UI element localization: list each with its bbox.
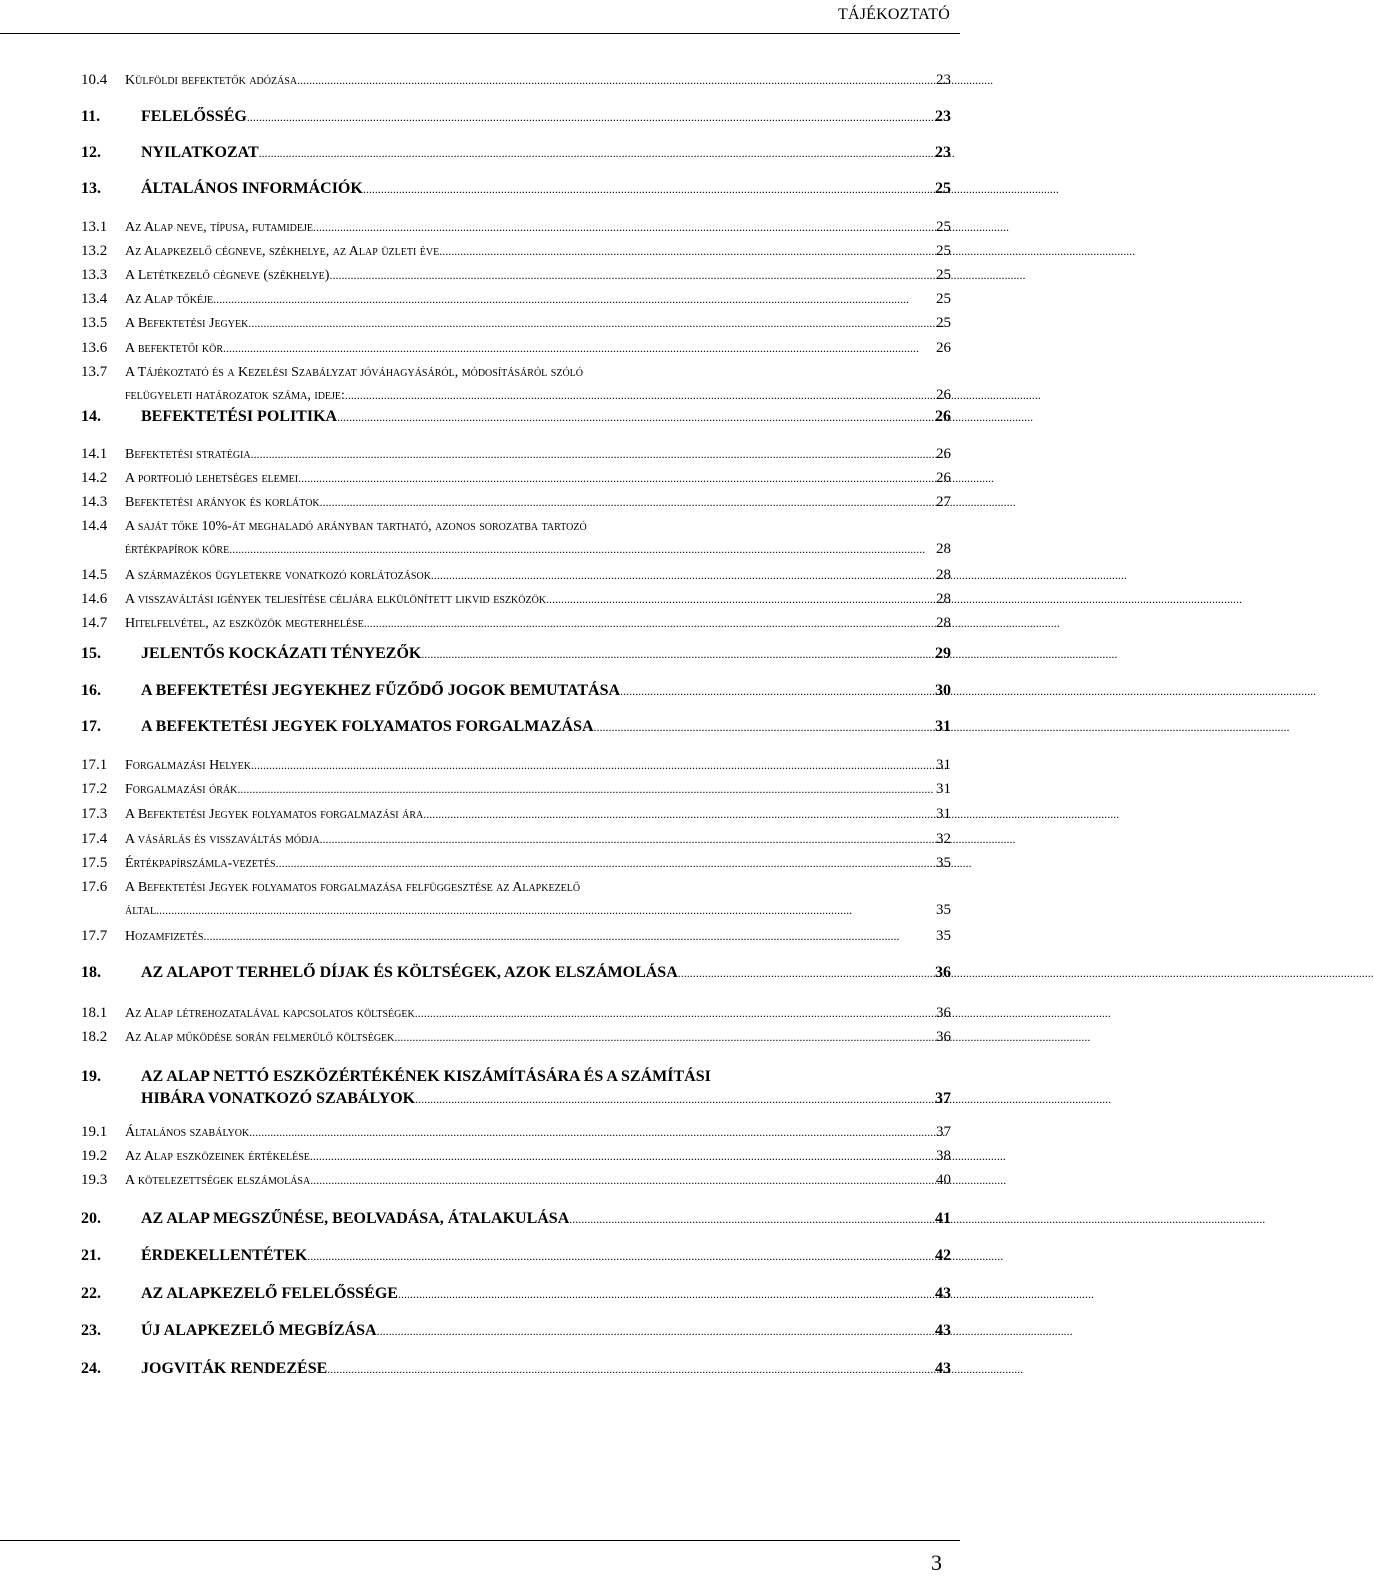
toc-leader-dots	[251, 758, 936, 773]
toc-entry-number: 14.7	[81, 615, 108, 631]
toc-leader-dots	[364, 616, 936, 631]
toc-entry-number: 23.	[81, 1322, 101, 1339]
toc-entry-title: A származékos ügyletekre vonatkozó korlátozások	[125, 568, 431, 583]
toc-entry-title: A Befektetési Jegyek folyamatos forgalmazása felfüggesztése az Alapkezelő	[125, 880, 581, 895]
toc-entry-title: A vásárlás és visszaváltás módja	[125, 832, 320, 847]
toc-entry[interactable]	[81, 470, 951, 487]
toc-entry-title: A befektetői kör	[125, 341, 223, 356]
toc-entry-title: AZ ALAPOT TERHELŐ DÍJAK ÉS KÖLTSÉGEK, AZOK ELSZÁMOLÁSA	[141, 964, 678, 981]
toc-entry-title: AZ ALAP NETTÓ ESZKÖZÉRTÉKÉNEK KISZÁMÍTÁSÁRA ÉS A SZÁMÍTÁSI	[141, 1068, 711, 1085]
toc-entry[interactable]	[81, 567, 951, 584]
toc-entry-page: 36	[936, 1029, 951, 1045]
toc-entry-number: 14.4	[81, 518, 108, 534]
toc-entry-page: 28	[936, 541, 951, 557]
toc-leader-dots	[620, 684, 935, 699]
toc-entry[interactable]	[81, 1005, 951, 1022]
toc-entry[interactable]	[81, 1322, 951, 1340]
toc-entry-number: 19.	[81, 1068, 101, 1085]
toc-leader-dots	[156, 903, 936, 918]
toc-leader-dots	[415, 1006, 936, 1021]
toc-entry-title: Az Alap neve, típusa, futamideje	[125, 220, 313, 235]
toc-entry[interactable]	[81, 1210, 951, 1228]
toc-entry-title: Hozamfizetés	[125, 929, 204, 944]
toc-entry-page: 23	[935, 144, 951, 161]
toc-entry-number: 18.1	[81, 1005, 108, 1021]
toc-entry-page: 28	[936, 615, 951, 631]
toc-entry-title-continued: HIBÁRA VONATKOZÓ SZABÁLYOK	[141, 1090, 416, 1107]
toc-entry-title: Az Alapkezelő cégneve, székhelye, az Alap üzleti éve	[125, 244, 440, 259]
toc-entry-page: 26	[936, 446, 951, 462]
toc-entry-page: 41	[935, 1210, 951, 1227]
toc-entry-title: JOGVITÁK RENDEZÉSE	[141, 1360, 328, 1377]
toc-entry[interactable]	[81, 518, 951, 558]
toc-entry-page: 27	[936, 494, 951, 510]
toc-entry-number: 17.7	[81, 928, 108, 944]
footer-divider	[0, 1540, 960, 1541]
toc-entry-number: 11.	[81, 108, 101, 125]
toc-entry-number: 14.	[81, 408, 101, 425]
toc-leader-dots	[421, 647, 935, 662]
toc-entry[interactable]	[81, 1247, 951, 1265]
toc-entry[interactable]	[81, 1068, 951, 1108]
toc-entry-number: 16.	[81, 682, 101, 699]
toc-entry-title: AZ ALAP MEGSZŰNÉSE, BEOLVADÁSA, ÁTALAKULÁSA	[141, 1210, 570, 1227]
toc-entry-title-continued: felügyeleti határozatok száma, ideje:	[125, 388, 345, 403]
toc-entry-title: Befektetési stratégia	[125, 447, 251, 462]
toc-leader-dots	[203, 929, 936, 944]
toc-entry-number: 14.5	[81, 567, 108, 583]
toc-entry-page: 26	[936, 340, 951, 356]
toc-entry-title: Az Alap tőkéje	[125, 292, 214, 307]
toc-entry-number: 13.7	[81, 364, 108, 380]
toc-entry-title: A Befektetési Jegyek folyamatos forgalmazási ára	[125, 807, 424, 822]
toc-entry-title: A Tájékoztató és a Kezelési Szabályzat jóváhagyásáról, módosításáról szóló	[125, 365, 583, 380]
toc-entry[interactable]	[81, 615, 951, 632]
toc-entry-page: 30	[935, 682, 951, 699]
toc-entry-page: 23	[935, 108, 951, 125]
toc-entry-page: 26	[936, 387, 951, 403]
toc-leader-dots	[394, 1030, 936, 1045]
toc-entry[interactable]	[81, 879, 951, 919]
toc-entry-page: 37	[936, 1124, 951, 1140]
toc-entry[interactable]	[81, 1148, 951, 1165]
toc-entry-page: 31	[936, 806, 951, 822]
toc-entry[interactable]	[81, 1172, 951, 1189]
toc-leader-dots	[423, 807, 936, 822]
toc-entry-number: 13.4	[81, 291, 108, 307]
toc-entry-title: A BEFEKTETÉSI JEGYEKHEZ FŰZŐDŐ JOGOK BEMUTATÁSA	[141, 682, 621, 699]
toc-entry-title: Értékpapírszámla-vezetés	[125, 856, 276, 871]
toc-entry-page: 35	[936, 855, 951, 871]
toc-entry-number: 13.6	[81, 340, 108, 356]
toc-entry-page: 28	[936, 567, 951, 583]
toc-entry[interactable]	[81, 494, 951, 511]
toc-entry-number: 19.1	[81, 1124, 108, 1140]
header-divider	[0, 33, 960, 34]
toc-entry[interactable]	[81, 757, 951, 774]
toc-entry[interactable]	[81, 718, 951, 736]
toc-entry-page: 25	[936, 219, 951, 235]
toc-entry-number: 13.1	[81, 219, 108, 235]
toc-entry-number: 14.6	[81, 591, 108, 607]
toc-leader-dots	[398, 1287, 935, 1302]
toc-entry[interactable]	[81, 1124, 951, 1141]
toc-entry[interactable]	[81, 645, 951, 663]
toc-entry[interactable]	[81, 964, 951, 982]
toc-entry-number: 24.	[81, 1360, 101, 1377]
toc-entry-page: 36	[936, 1005, 951, 1021]
toc-entry-number: 17.	[81, 718, 101, 735]
toc-entry-number: 13.	[81, 180, 101, 197]
toc-leader-dots	[213, 292, 936, 307]
toc-entry-page: 37	[935, 1090, 951, 1107]
toc-entry-page: 32	[936, 831, 951, 847]
running-header: TÁJÉKOZTATÓ	[837, 6, 950, 23]
toc-entry-number: 17.6	[81, 879, 108, 895]
toc-entry-title: BEFEKTETÉSI POLITIKA	[141, 408, 338, 425]
toc-leader-dots	[276, 856, 936, 871]
toc-entry-page: 42	[935, 1247, 951, 1264]
toc-entry-page: 25	[935, 180, 951, 197]
toc-entry-number: 10.4	[81, 72, 108, 88]
toc-entry-title: A visszaváltási igények teljesítése céljára elkülönített likvid eszközök	[125, 592, 547, 607]
toc-leader-dots	[345, 388, 936, 403]
toc-entry-title: A Befektetési Jegyek	[125, 316, 249, 331]
toc-leader-dots	[415, 1092, 935, 1107]
toc-leader-dots	[298, 471, 936, 486]
toc-entry-page: 26	[936, 470, 951, 486]
toc-leader-dots	[310, 1149, 936, 1164]
toc-entry[interactable]	[81, 408, 951, 426]
toc-entry-number: 17.3	[81, 806, 108, 822]
toc-leader-dots	[310, 1173, 936, 1188]
toc-leader-dots	[363, 182, 935, 197]
toc-entry-title-continued: által	[125, 903, 157, 918]
toc-entry[interactable]	[81, 108, 951, 126]
toc-entry-page: 35	[936, 902, 951, 918]
toc-entry-page: 43	[935, 1322, 951, 1339]
toc-entry[interactable]	[81, 340, 951, 357]
toc-leader-dots	[377, 1324, 935, 1339]
toc-entry-page: 40	[936, 1172, 951, 1188]
toc-entry[interactable]	[81, 72, 951, 89]
toc-entry-page: 43	[935, 1360, 951, 1377]
toc-entry-title: Forgalmazási Helyek	[125, 758, 251, 773]
toc-entry[interactable]	[81, 180, 951, 198]
toc-entry-page: 28	[936, 591, 951, 607]
toc-entry-number: 17.1	[81, 757, 108, 773]
toc-leader-dots	[327, 1362, 935, 1377]
toc-entry-number: 13.2	[81, 243, 108, 259]
toc-entry-page: 23	[936, 72, 951, 88]
toc-entry[interactable]	[81, 144, 951, 162]
toc-entry-page: 38	[936, 1148, 951, 1164]
toc-entry-number: 20.	[81, 1210, 101, 1227]
toc-entry-number: 13.3	[81, 267, 108, 283]
toc-entry-title-continued: értékpapírok köre	[125, 542, 230, 557]
toc-leader-dots	[320, 495, 936, 510]
toc-entry[interactable]	[81, 219, 951, 236]
toc-leader-dots	[313, 220, 936, 235]
toc-entry-title: AZ ALAPKEZELŐ FELELŐSSÉGE	[141, 1285, 398, 1302]
toc-entry-number: 22.	[81, 1285, 101, 1302]
toc-entry-title: FELELŐSSÉG	[141, 108, 247, 125]
toc-entry[interactable]	[81, 364, 951, 404]
toc-entry-page: 26	[935, 408, 951, 425]
toc-entry-title: A saját tőke 10%-át meghaladó arányban tartható, azonos sorozatba tartozó	[125, 519, 587, 534]
toc-entry-page: 25	[936, 267, 951, 283]
toc-entry-number: 14.3	[81, 494, 108, 510]
toc-entry-title: Az Alap létrehozatalával kapcsolatos költségek	[125, 1006, 415, 1021]
toc-entry[interactable]	[81, 781, 951, 798]
toc-entry[interactable]	[81, 1360, 951, 1378]
toc-leader-dots	[678, 966, 935, 981]
toc-entry-number: 14.1	[81, 446, 108, 462]
toc-entry[interactable]	[81, 243, 951, 260]
toc-entry-page: 43	[935, 1285, 951, 1302]
toc-leader-dots	[251, 447, 936, 462]
toc-leader-dots	[337, 410, 935, 425]
toc-leader-dots	[439, 244, 936, 259]
toc-entry-title: NYILATKOZAT	[141, 144, 259, 161]
toc-entry-number: 15.	[81, 645, 101, 662]
toc-leader-dots	[329, 268, 936, 283]
toc-entry[interactable]	[81, 855, 951, 872]
toc-leader-dots	[320, 832, 937, 847]
toc-entry-number: 19.3	[81, 1172, 108, 1188]
toc-entry-page: 35	[936, 928, 951, 944]
toc-entry-page: 31	[936, 757, 951, 773]
toc-entry[interactable]	[81, 682, 951, 700]
toc-entry-title: A portfolió lehetséges elemei	[125, 471, 299, 486]
toc-leader-dots	[259, 146, 935, 161]
toc-entry-title: Külföldi befektetők adózása	[125, 73, 298, 88]
toc-leader-dots	[223, 341, 936, 356]
toc-entry-number: 12.	[81, 144, 101, 161]
toc-entry-number: 17.4	[81, 831, 108, 847]
toc-entry-title: JELENTŐS KOCKÁZATI TÉNYEZŐK	[141, 645, 422, 662]
toc-entry[interactable]	[81, 446, 951, 463]
toc-leader-dots	[569, 1212, 935, 1227]
toc-leader-dots	[229, 542, 936, 557]
toc-entry-title: Befektetési arányok és korlátok	[125, 495, 320, 510]
toc-leader-dots	[247, 110, 935, 125]
toc-entry-number: 21.	[81, 1247, 101, 1264]
toc-entry-title: Az Alap eszközeinek értékelése	[125, 1149, 310, 1164]
toc-entry[interactable]	[81, 291, 951, 308]
toc-entry-page: 25	[936, 315, 951, 331]
toc-entry-page: 29	[935, 645, 951, 662]
toc-entry-title: ÁLTALÁNOS INFORMÁCIÓK	[141, 180, 363, 197]
toc-leader-dots	[307, 1249, 935, 1264]
toc-entry[interactable]	[81, 928, 951, 945]
toc-entry-title: Hitelfelvétel, az eszközök megterhelése	[125, 616, 364, 631]
toc-entry[interactable]	[81, 1285, 951, 1303]
toc-entry-number: 13.5	[81, 315, 108, 331]
toc-entry-number: 19.2	[81, 1148, 108, 1164]
toc-entry-page: 31	[935, 718, 951, 735]
toc-entry[interactable]	[81, 1029, 951, 1046]
page-number: 3	[931, 1550, 942, 1575]
toc-entry-title: ÉRDEKELLENTÉTEK	[141, 1247, 308, 1264]
toc-leader-dots	[248, 316, 936, 331]
toc-entry-number: 18.2	[81, 1029, 108, 1045]
toc-entry-page: 31	[936, 781, 951, 797]
toc-entry-number: 17.2	[81, 781, 108, 797]
toc-leader-dots	[431, 568, 936, 583]
toc-leader-dots	[237, 782, 936, 797]
toc-entry[interactable]	[81, 806, 951, 823]
toc-entry-page: 25	[936, 291, 951, 307]
toc-entry-title: A BEFEKTETÉSI JEGYEK FOLYAMATOS FORGALMAZÁSA	[141, 718, 594, 735]
toc-entry-number: 18.	[81, 964, 101, 981]
toc-entry-title: Általános szabályok	[125, 1125, 250, 1140]
toc-entry-title: A kötelezettségek elszámolása	[125, 1173, 311, 1188]
toc-entry[interactable]	[81, 315, 951, 332]
toc-entry-page: 36	[935, 964, 951, 981]
toc-entry-number: 17.5	[81, 855, 108, 871]
toc-leader-dots	[249, 1125, 936, 1140]
toc-entry-title: Forgalmazási órák	[125, 782, 238, 797]
toc-entry[interactable]	[81, 831, 951, 848]
toc-leader-dots	[594, 720, 935, 735]
toc-entry-title: A Letétkezelő cégneve (székhelye)	[125, 268, 330, 283]
toc-entry-page: 25	[936, 243, 951, 259]
toc-entry-number: 14.2	[81, 470, 108, 486]
toc-entry-title: ÚJ ALAPKEZELŐ MEGBÍZÁSA	[141, 1322, 377, 1339]
toc-entry[interactable]	[81, 591, 951, 608]
toc-leader-dots	[297, 73, 936, 88]
toc-leader-dots	[546, 592, 936, 607]
toc-entry-title: Az Alap működése során felmerülő költségek	[125, 1030, 395, 1045]
toc-entry[interactable]	[81, 267, 951, 284]
